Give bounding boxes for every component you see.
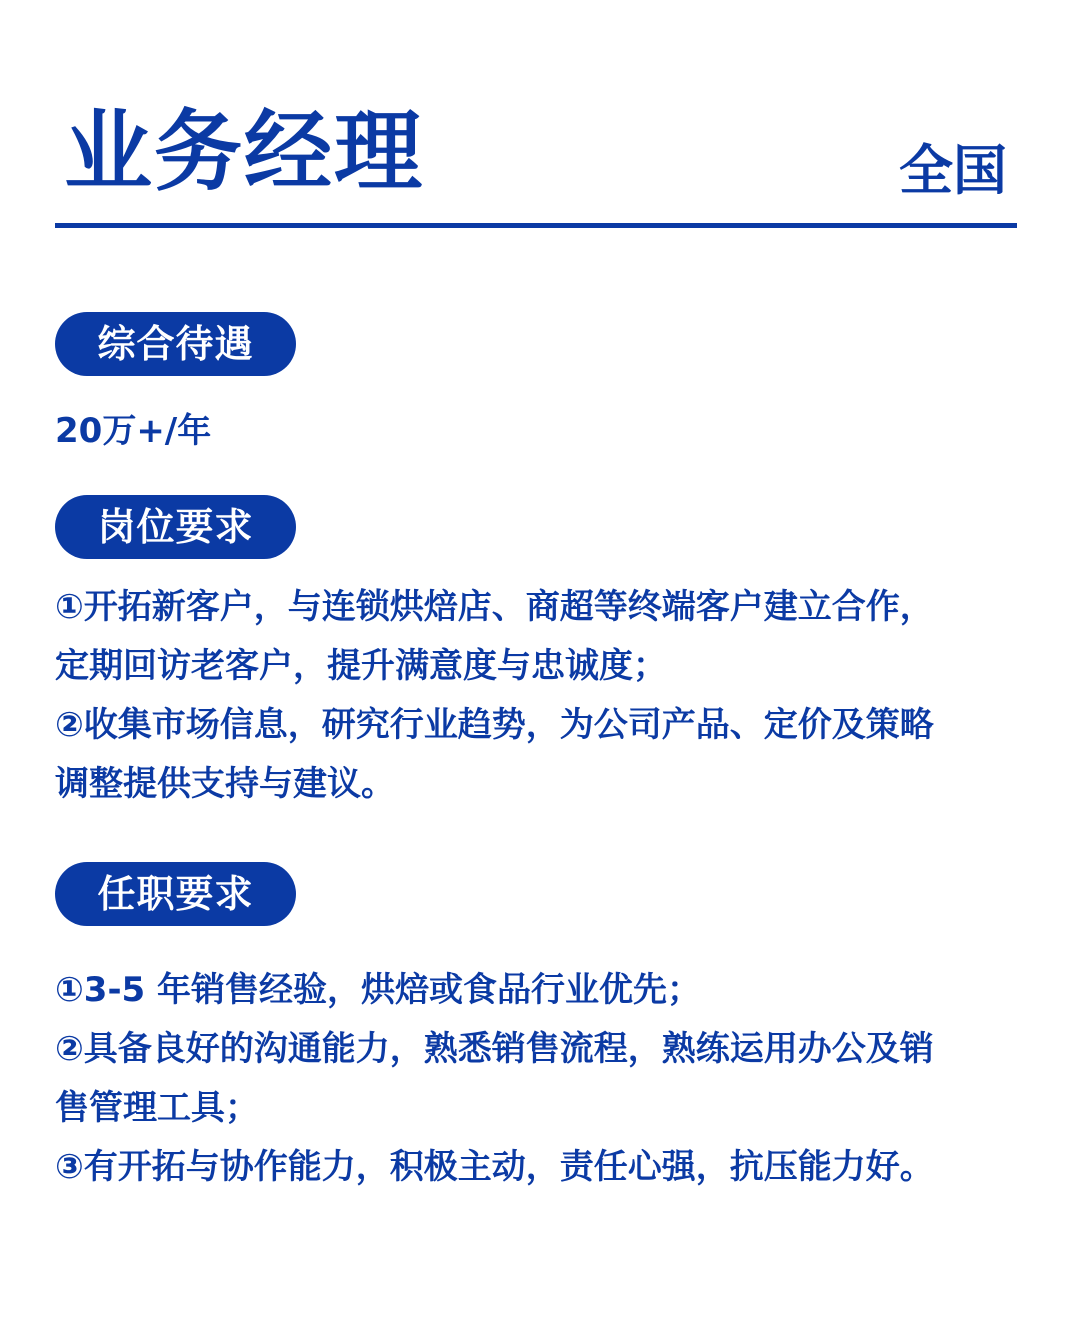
duties-line: 调整提供支持与建议。 <box>55 764 395 804</box>
requirements-line: ②具备良好的沟通能力，熟悉销售流程，熟练运用办公及销 <box>55 1029 934 1069</box>
header-divider <box>55 223 1017 228</box>
duties-line: 定期回访老客户，提升满意度与忠诚度； <box>55 646 667 686</box>
salary-value: 20万+/年 <box>55 411 212 451</box>
requirements-text <box>55 961 1035 1197</box>
requirements-line: 售管理工具； <box>55 1088 259 1128</box>
requirements-line: ③有开拓与协作能力，积极主动，责任心强，抗压能力好。 <box>55 1147 934 1187</box>
duties-line: ②收集市场信息，研究行业趋势，为公司产品、定价及策略 <box>55 705 934 745</box>
job-title: 业务经理 <box>64 100 425 203</box>
requirements-section-label: 任职要求 <box>55 862 296 926</box>
salary-section-label: 综合待遇 <box>55 312 296 376</box>
duties-section-label: 岗位要求 <box>55 495 296 559</box>
requirements-line: ①3-5 年销售经验，烘焙或食品行业优先； <box>55 970 702 1010</box>
job-location: 全国 <box>899 139 1007 202</box>
duties-text <box>55 578 1035 814</box>
duties-line: ①开拓新客户，与连锁烘焙店、商超等终端客户建立合作， <box>55 587 934 627</box>
